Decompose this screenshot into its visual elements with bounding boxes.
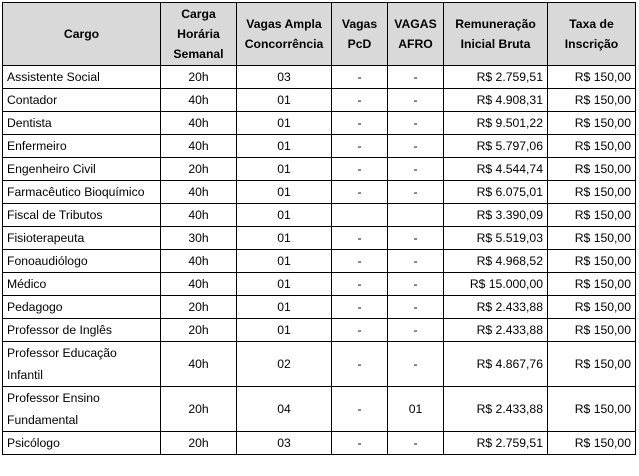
afro-cell: - (388, 342, 444, 387)
remuneracao-cell: R$ 9.501,22 (444, 112, 548, 135)
pcd-cell: - (332, 135, 388, 158)
ampla-cell: 01 (237, 273, 332, 296)
afro-cell: - (388, 227, 444, 250)
pcd-cell: - (332, 66, 388, 89)
cargo-cell: Contador (3, 89, 161, 112)
remuneracao-cell: R$ 2.433,88 (444, 296, 548, 319)
table-row (3, 227, 636, 250)
ampla-cell: 01 (237, 181, 332, 204)
ampla-cell: 02 (237, 342, 332, 387)
carga-cell: 40h (161, 204, 237, 227)
afro-cell: - (388, 432, 444, 455)
carga-cell: 40h (161, 273, 237, 296)
header-vagas-afro: VAGAS AFRO (388, 3, 444, 66)
pcd-cell: - (332, 250, 388, 273)
carga-cell: 20h (161, 66, 237, 89)
cargo-cell: Fiscal de Tributos (3, 204, 161, 227)
table-row (3, 135, 636, 158)
pcd-cell: - (332, 181, 388, 204)
afro-cell (388, 204, 444, 227)
carga-cell: 40h (161, 135, 237, 158)
remuneracao-cell: R$ 6.075,01 (444, 181, 548, 204)
table-row (3, 342, 636, 387)
ampla-cell: 01 (237, 89, 332, 112)
cargo-line: Fundamental (7, 413, 79, 427)
remuneracao-cell: R$ 2.759,51 (444, 66, 548, 89)
cargo-line: Infantil (7, 368, 43, 382)
ampla-cell: 04 (237, 387, 332, 432)
header-vagas-pcd: Vagas PcD (332, 3, 388, 66)
carga-cell: 20h (161, 158, 237, 181)
taxa-cell: R$ 150,00 (548, 432, 636, 455)
ampla-cell: 01 (237, 296, 332, 319)
ampla-cell: 01 (237, 158, 332, 181)
afro-cell: - (388, 66, 444, 89)
taxa-cell: R$ 150,00 (548, 89, 636, 112)
taxa-cell: R$ 150,00 (548, 112, 636, 135)
pcd-cell: - (332, 273, 388, 296)
afro-cell: - (388, 135, 444, 158)
carga-cell: 40h (161, 342, 237, 387)
header-vagas-ampla: Vagas Ampla Concorrência (237, 3, 332, 66)
pcd-cell: - (332, 112, 388, 135)
cargo-cell: Assistente Social (3, 66, 161, 89)
afro-cell: - (388, 181, 444, 204)
table-row (3, 250, 636, 273)
taxa-cell: R$ 150,00 (548, 66, 636, 89)
ampla-cell: 01 (237, 319, 332, 342)
remuneracao-cell: R$ 15.000,00 (444, 273, 548, 296)
afro-cell: - (388, 273, 444, 296)
taxa-cell: R$ 150,00 (548, 296, 636, 319)
remuneracao-cell: R$ 5.797,06 (444, 135, 548, 158)
remuneracao-cell: R$ 4.544,74 (444, 158, 548, 181)
ampla-cell: 03 (237, 66, 332, 89)
cargo-cell: Dentista (3, 112, 161, 135)
cargo-cell: Farmacêutico Bioquímico (3, 181, 161, 204)
afro-cell: - (388, 250, 444, 273)
afro-cell: - (388, 158, 444, 181)
afro-cell: - (388, 319, 444, 342)
cargo-cell: Professor de Inglês (3, 319, 161, 342)
taxa-cell: R$ 150,00 (548, 227, 636, 250)
remuneracao-cell: R$ 4.908,31 (444, 89, 548, 112)
taxa-cell: R$ 150,00 (548, 342, 636, 387)
ampla-cell: 01 (237, 250, 332, 273)
ampla-cell: 01 (237, 204, 332, 227)
table-row (3, 387, 636, 432)
taxa-cell: R$ 150,00 (548, 250, 636, 273)
table-row (3, 204, 636, 227)
cargo-line: Professor Educação (7, 346, 117, 360)
taxa-cell: R$ 150,00 (548, 273, 636, 296)
taxa-cell: R$ 150,00 (548, 135, 636, 158)
cargo-cell (3, 387, 161, 432)
ampla-cell: 01 (237, 135, 332, 158)
table-row (3, 273, 636, 296)
header-taxa: Taxa de Inscrição (548, 3, 636, 66)
ampla-cell: 01 (237, 227, 332, 250)
remuneracao-cell: R$ 3.390,09 (444, 204, 548, 227)
pcd-cell: - (332, 227, 388, 250)
afro-cell: - (388, 296, 444, 319)
pcd-cell: - (332, 319, 388, 342)
remuneracao-cell: R$ 2.433,88 (444, 387, 548, 432)
table-row (3, 319, 636, 342)
carga-cell: 20h (161, 387, 237, 432)
pcd-cell: - (332, 387, 388, 432)
taxa-cell: R$ 150,00 (548, 204, 636, 227)
carga-cell: 40h (161, 250, 237, 273)
carga-cell: 20h (161, 319, 237, 342)
remuneracao-cell: R$ 4.867,76 (444, 342, 548, 387)
pcd-cell: - (332, 89, 388, 112)
remuneracao-cell: R$ 5.519,03 (444, 227, 548, 250)
carga-cell: 20h (161, 432, 237, 455)
taxa-cell: R$ 150,00 (548, 181, 636, 204)
cargo-cell: Engenheiro Civil (3, 158, 161, 181)
header-cargo: Cargo (3, 3, 161, 66)
cargo-cell: Pedagogo (3, 296, 161, 319)
cargo-cell: Fonoaudiólogo (3, 250, 161, 273)
cargo-cell (3, 342, 161, 387)
header-row (3, 3, 636, 66)
carga-cell: 40h (161, 112, 237, 135)
afro-cell: 01 (388, 387, 444, 432)
cargo-cell: Psicólogo (3, 432, 161, 455)
afro-cell: - (388, 112, 444, 135)
pcd-cell: - (332, 342, 388, 387)
carga-cell: 40h (161, 181, 237, 204)
cargo-cell: Enfermeiro (3, 135, 161, 158)
table-row (3, 432, 636, 455)
vacancies-table (2, 2, 636, 455)
cargo-line: Professor Ensino (7, 391, 100, 405)
pcd-cell: - (332, 296, 388, 319)
carga-cell: 20h (161, 296, 237, 319)
carga-cell: 30h (161, 227, 237, 250)
table-row (3, 89, 636, 112)
carga-cell: 40h (161, 89, 237, 112)
pcd-cell (332, 204, 388, 227)
pcd-cell: - (332, 432, 388, 455)
ampla-cell: 03 (237, 432, 332, 455)
table-row (3, 296, 636, 319)
pcd-cell: - (332, 158, 388, 181)
taxa-cell: R$ 150,00 (548, 158, 636, 181)
header-carga-horaria: Carga Horária Semanal (161, 3, 237, 66)
remuneracao-cell: R$ 2.759,51 (444, 432, 548, 455)
cargo-cell: Médico (3, 273, 161, 296)
taxa-cell: R$ 150,00 (548, 319, 636, 342)
taxa-cell: R$ 150,00 (548, 387, 636, 432)
afro-cell: - (388, 89, 444, 112)
table-row (3, 112, 636, 135)
table-row (3, 181, 636, 204)
table-row (3, 158, 636, 181)
cargo-cell: Fisioterapeuta (3, 227, 161, 250)
header-remuneracao: Remuneração Inicial Bruta (444, 3, 548, 66)
ampla-cell: 01 (237, 112, 332, 135)
table-row (3, 66, 636, 89)
remuneracao-cell: R$ 4.968,52 (444, 250, 548, 273)
remuneracao-cell: R$ 2.433,88 (444, 319, 548, 342)
